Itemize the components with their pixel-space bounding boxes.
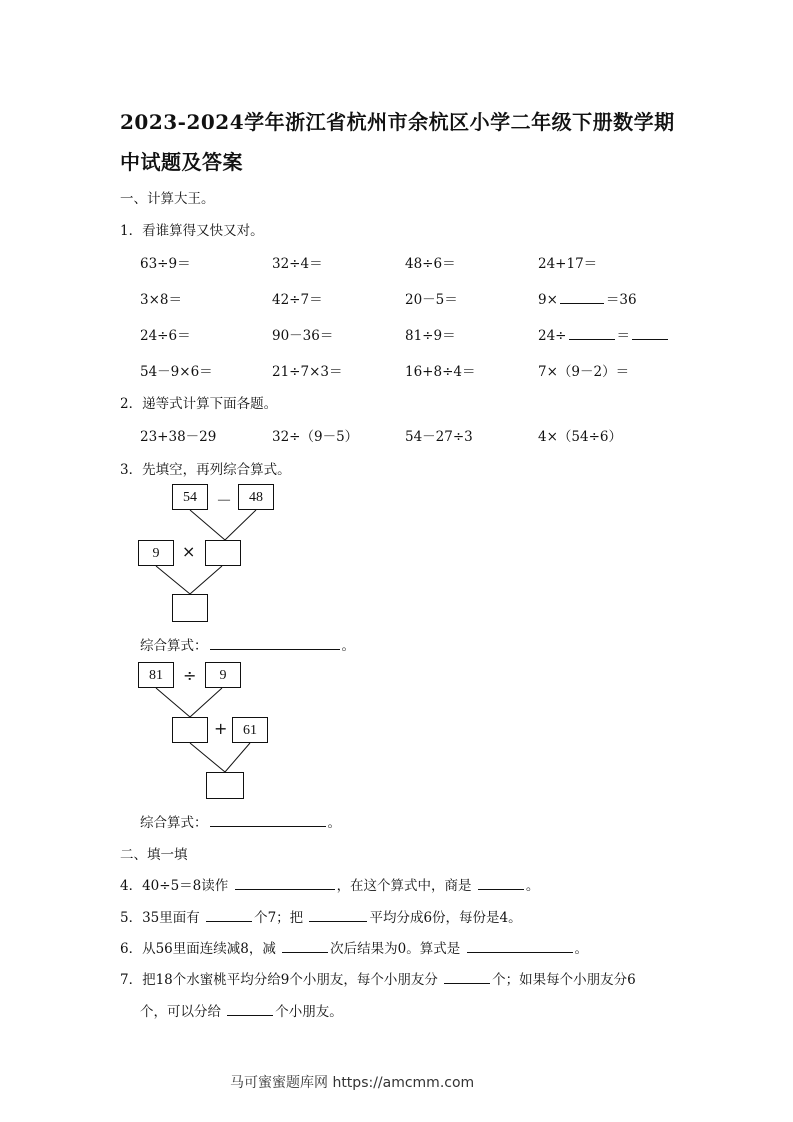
answer-blank[interactable] <box>227 1001 273 1016</box>
q4-text-2: ，在这个算式中，商是 <box>336 878 472 894</box>
q1-r3c4-mid: ＝ <box>616 328 630 344</box>
diagram1-box-c: 9 <box>138 540 174 566</box>
q1-r2c4-suffix: ＝36 <box>605 292 637 308</box>
q5-text-3: 平均分成6份，每份是4。 <box>369 910 522 926</box>
answer-blank[interactable] <box>632 325 668 340</box>
q1-r3c4-prefix: 24÷ <box>538 328 567 344</box>
q2-item-1: 23+38－29 <box>140 429 217 445</box>
q1-r3c3: 81÷9＝ <box>405 328 456 344</box>
q1-r2c1: 3×8＝ <box>140 292 182 308</box>
q4 <box>120 874 539 894</box>
q1-r4c4: 7×（9－2）＝ <box>538 364 630 380</box>
q6-text-2: 次后结果为0。算式是 <box>330 941 461 957</box>
diagram2-answer-box-1[interactable] <box>172 717 208 743</box>
q1-r2c4 <box>538 288 637 308</box>
formula-blank[interactable] <box>210 635 340 650</box>
q7-text-3: 个，可以分给 <box>140 1004 221 1020</box>
q7-text-1: 7．把18个水蜜桃平均分给9个小朋友，每个小朋友分 <box>120 972 438 988</box>
answer-blank[interactable] <box>467 938 573 953</box>
q1-r4c3: 16+8÷4＝ <box>405 364 476 380</box>
period: 。 <box>341 638 355 654</box>
q3-label: 3．先填空，再列综合算式。 <box>120 462 291 478</box>
formula-label: 综合算式： <box>140 815 208 831</box>
formula-label: 综合算式： <box>140 638 208 654</box>
diagram1-formula <box>140 634 355 654</box>
q1-label: 1．看谁算得又快又对。 <box>120 223 264 239</box>
answer-blank[interactable] <box>569 325 615 340</box>
q1-r2c2: 42÷7＝ <box>272 292 323 308</box>
q1-r3c1: 24÷6＝ <box>140 328 191 344</box>
q1-r4c2: 21÷7×3＝ <box>272 364 343 380</box>
q4-text-3: 。 <box>525 878 540 894</box>
q2-label: 2．递等式计算下面各题。 <box>120 396 278 412</box>
diagram2-op2: + <box>214 719 228 738</box>
q1-r1c3: 48÷6＝ <box>405 256 456 272</box>
diagram1-box-a: 54 <box>172 484 208 510</box>
q1-r2c4-prefix: 9× <box>538 292 558 308</box>
diagram1-answer-box-2[interactable] <box>172 594 208 622</box>
q2-item-4: 4×（54÷6） <box>538 429 622 445</box>
diagram2-box-a: 81 <box>138 662 174 688</box>
answer-blank[interactable] <box>478 875 524 890</box>
period: 。 <box>327 815 341 831</box>
diagram1-op1: － <box>216 491 233 510</box>
q2-item-3: 54－27÷3 <box>405 429 473 445</box>
footer-watermark: 马可蜜蜜题库网 https://amcmm.com <box>230 1075 475 1091</box>
q1-r2c3: 20－5＝ <box>405 292 458 308</box>
q7-text-4: 个小朋友。 <box>275 1004 343 1020</box>
diagram1-op2: × <box>182 542 196 561</box>
q1-r1c1: 63÷9＝ <box>140 256 191 272</box>
q7-line2 <box>140 1000 343 1020</box>
q6-text-3: 。 <box>574 941 589 957</box>
q4-text-1: 4．40÷5＝8读作 <box>120 878 229 894</box>
answer-blank[interactable] <box>282 938 328 953</box>
diagram1-answer-box-1[interactable] <box>205 540 241 566</box>
diagram1-box-b: 48 <box>238 484 274 510</box>
page-title-line2: 中试题及答案 <box>120 150 243 174</box>
page-title-line1: 2023-2024学年浙江省杭州市余杭区小学二年级下册数学期 <box>120 110 675 134</box>
q7-text-2: 个；如果每个小朋友分6 <box>492 972 636 988</box>
answer-blank[interactable] <box>206 907 252 922</box>
q1-r1c4: 24+17＝ <box>538 256 598 272</box>
q5-text-1: 5．35里面有 <box>120 910 200 926</box>
q7-line1 <box>120 968 636 988</box>
q5 <box>120 906 522 926</box>
q1-r3c2: 90－36＝ <box>272 328 334 344</box>
answer-blank[interactable] <box>309 907 367 922</box>
answer-blank[interactable] <box>444 969 490 984</box>
diagram2-box-b: 9 <box>205 662 241 688</box>
section1-heading: 一、计算大王。 <box>120 191 215 207</box>
answer-blank[interactable] <box>560 289 604 304</box>
q6 <box>120 937 588 957</box>
q5-text-2: 个7；把 <box>254 910 304 926</box>
q1-r3c4 <box>538 324 670 344</box>
q6-text-1: 6．从56里面连续减8，减 <box>120 941 276 957</box>
diagram2-box-c: 61 <box>232 717 268 743</box>
answer-blank[interactable] <box>235 875 335 890</box>
diagram2-formula <box>140 811 341 831</box>
formula-blank[interactable] <box>210 812 326 827</box>
diagram2-op1: ÷ <box>183 666 197 685</box>
q1-r1c2: 32÷4＝ <box>272 256 323 272</box>
diagram2-answer-box-2[interactable] <box>206 772 244 799</box>
q2-item-2: 32÷（9－5） <box>272 429 359 445</box>
q1-r4c1: 54－9×6＝ <box>140 364 213 380</box>
section2-heading: 二、填一填 <box>120 847 188 863</box>
